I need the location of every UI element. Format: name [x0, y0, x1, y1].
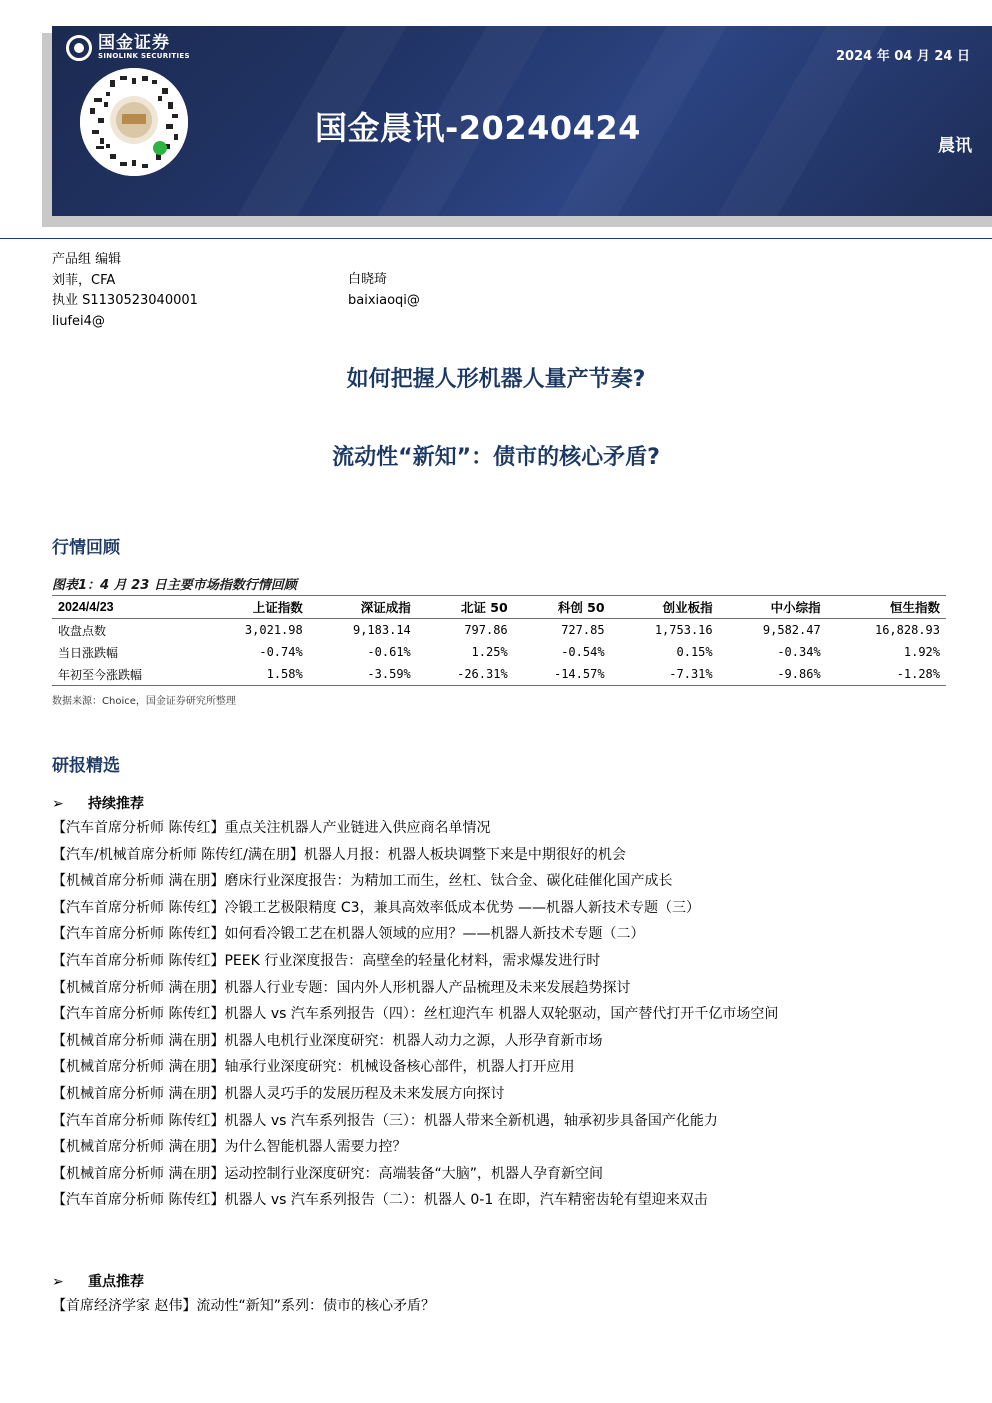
logo-name-cn: 国金证券 — [98, 33, 170, 53]
table-header-cell: 深证成指 — [309, 596, 417, 619]
figure-caption: 图表1：4 月 23 日主要市场指数行情回顾 — [52, 578, 297, 593]
table-cell: -7.31% — [611, 663, 719, 686]
list-item[interactable]: 【机械首席分析师 满在朋】磨床行业深度报告：为精加工而生，丝杠、钛合金、碳化硅催化国产成长 — [52, 873, 673, 890]
table-cell: 当日涨跌幅 — [58, 645, 119, 660]
table-cell: 0.15% — [676, 645, 713, 659]
header-divider — [0, 238, 992, 239]
list-item[interactable]: 【汽车首席分析师 陈传红】机器人 vs 汽车系列报告（二）：机器人 0-1 在即，汽车精密齿轮有望迎来双击 — [52, 1192, 708, 1209]
list-item[interactable]: 【汽车首席分析师 陈传红】PEEK 行业深度报告：高壁垒的轻量化材料，需求爆发进行时 — [52, 952, 601, 969]
table-cell: 9,183.14 — [352, 623, 411, 637]
author1-email: liufei4@ — [52, 313, 105, 329]
table-cell: 1.92% — [903, 645, 940, 659]
report-date: 2024 年 04 月 24 日 — [836, 49, 970, 64]
table-cell: -9.86% — [719, 663, 827, 686]
table-header-row — [52, 596, 946, 619]
table-header-cell: 创业板指 — [611, 596, 719, 619]
table-cell: -0.54% — [561, 645, 605, 659]
author-block — [52, 250, 198, 332]
author2-name: 白晓琦 — [348, 272, 388, 287]
list-item[interactable]: 【机械首席分析师 满在朋】机器人行业专题：国内外人形机器人产品梳理及未来发展趋势探讨 — [52, 979, 631, 996]
list-item[interactable]: 【汽车/机械首席分析师 陈传红/满在朋】机器人月报：机器人板块调整下来是中期很好的机会 — [52, 846, 626, 863]
list-item[interactable]: 【汽车首席分析师 陈传红】冷锻工艺极限精度 C3，兼具高效率低成本优势 ——机器人新技术专题（三） — [52, 899, 701, 916]
table-cell: 1.25% — [471, 645, 508, 659]
mini-program-qr-code — [80, 68, 188, 176]
arrow-bullet-icon: ➢ — [52, 796, 64, 812]
subsection-title: 重点推荐 — [88, 1274, 144, 1290]
table-cell: 16,828.93 — [874, 623, 940, 637]
list-item[interactable]: 【汽车首席分析师 陈传红】机器人 vs 汽车系列报告（三）：机器人带来全新机遇，轴承初步具备国产化能力 — [52, 1112, 718, 1129]
table-cell: 9,582.47 — [762, 623, 821, 637]
data-source-note: 数据来源：Choice，国金证券研究所整理 — [52, 696, 236, 707]
list-item[interactable]: 【机械首席分析师 满在朋】运动控制行业深度研究：高端装备“大脑”，机器人孕育新空间 — [52, 1165, 603, 1182]
list-item[interactable]: 【汽车首席分析师 陈传红】重点关注机器人产业链进入供应商名单情况 — [52, 820, 491, 836]
table-row — [52, 641, 946, 663]
table-row — [52, 663, 946, 686]
table-header-cell: 恒生指数 — [827, 596, 946, 619]
headline-2: 流动性“新知”：债市的核心矛盾? — [332, 445, 660, 470]
logo-name-en: SINOLINK SECURITIES — [98, 52, 190, 60]
author2-block — [348, 270, 420, 311]
section-title-market: 行情回顾 — [52, 538, 120, 558]
arrow-bullet-icon: ➢ — [52, 1274, 64, 1290]
list-item[interactable]: 【汽车首席分析师 陈传红】机器人 vs 汽车系列报告（四）：丝杠迎汽车 机器人双轮驱动，国产替代打开千亿市场空间 — [52, 1006, 779, 1023]
subsection-title: 持续推荐 — [88, 796, 144, 812]
market-index-table — [52, 595, 946, 686]
logo-mark-icon — [66, 35, 92, 61]
company-logo — [66, 34, 190, 61]
section-title-research: 研报精选 — [52, 756, 120, 776]
table-header-cell: 中小综指 — [719, 596, 827, 619]
table-cell: -0.61% — [367, 645, 411, 659]
author1-license: 执业 S1130523040001 — [52, 293, 198, 308]
report-list-continued — [52, 815, 944, 1214]
table-cell: -26.31% — [417, 663, 514, 686]
subsection-continued — [52, 793, 144, 813]
table-cell: -0.74% — [259, 645, 303, 659]
list-item[interactable]: 【机械首席分析师 满在朋】为什么智能机器人需要力控？ — [52, 1139, 407, 1156]
table-cell: -3.59% — [309, 663, 417, 686]
table-header-cell: 北证 50 — [417, 596, 514, 619]
table-header-cell: 科创 50 — [514, 596, 611, 619]
table-cell: 收盘点数 — [58, 623, 107, 638]
table-cell: 727.85 — [561, 623, 605, 637]
table-header-cell: 上证指数 — [201, 596, 309, 619]
table-cell: 1,753.16 — [654, 623, 713, 637]
subsection-key — [52, 1271, 144, 1291]
table-cell: -0.34% — [777, 645, 821, 659]
author2-email: baixiaoqi@ — [348, 292, 420, 308]
table-cell: -14.57% — [514, 663, 611, 686]
table-header-cell: 2024/4/23 — [52, 596, 201, 619]
table-cell: 3,021.98 — [244, 623, 303, 637]
report-title: 国金晨讯-20240424 — [315, 109, 641, 147]
table-cell: 1.58% — [201, 663, 309, 686]
report-list-key — [52, 1293, 944, 1320]
report-type: 晨讯 — [938, 136, 972, 156]
list-item[interactable]: 【机械首席分析师 满在朋】轴承行业深度研究：机械设备核心部件，机器人打开应用 — [52, 1059, 575, 1076]
table-cell: 年初至今涨跌幅 — [52, 663, 201, 686]
headline-1: 如何把握人形机器人量产节奏? — [346, 367, 646, 392]
author1-name: 刘菲，CFA — [52, 272, 116, 288]
table-cell: 797.86 — [464, 623, 508, 637]
author-group: 产品组 编辑 — [52, 252, 122, 267]
list-item[interactable]: 【首席经济学家 赵伟】流动性“新知”系列：债市的核心矛盾？ — [52, 1298, 435, 1314]
list-item[interactable]: 【机械首席分析师 满在朋】机器人灵巧手的发展历程及未来发展方向探讨 — [52, 1085, 505, 1102]
list-item[interactable]: 【汽车首席分析师 陈传红】如何看冷锻工艺在机器人领域的应用？——机器人新技术专题（二） — [52, 926, 645, 943]
table-cell: -1.28% — [827, 663, 946, 686]
table-row — [52, 619, 946, 642]
list-item[interactable]: 【机械首席分析师 满在朋】机器人电机行业深度研究：机器人动力之源，人形孕育新市场 — [52, 1032, 603, 1049]
